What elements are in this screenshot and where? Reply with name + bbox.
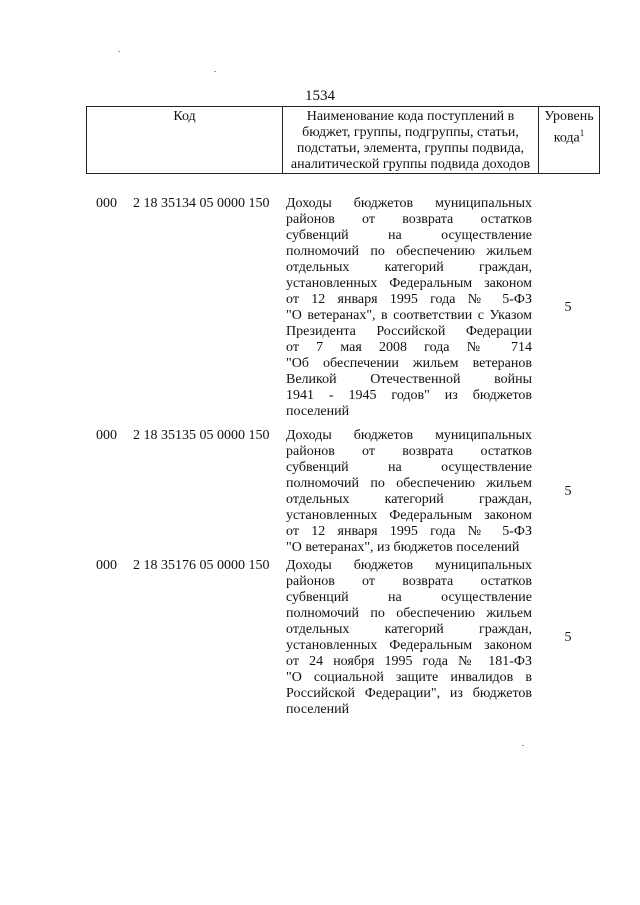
description-line: "О ветеранах", из бюджетов поселений — [286, 540, 520, 555]
description-line: субвенций на осуществление — [286, 590, 532, 605]
income-code: 2 18 35135 05 0000 150 — [133, 428, 270, 443]
description-line: отдельных категорий граждан, — [286, 622, 532, 637]
description-line: Доходы бюджетов муниципальных — [286, 428, 532, 443]
header-code: Код — [87, 107, 283, 173]
header-level — [539, 107, 599, 173]
income-description — [286, 558, 532, 718]
code-level: 5 — [564, 300, 572, 315]
description-line: от 12 января 1995 года № 5-ФЗ — [286, 524, 532, 539]
admin-code: 000 — [96, 428, 117, 443]
description-line: отдельных категорий граждан, — [286, 492, 532, 507]
header-level-line — [539, 125, 599, 147]
description-line: от 7 мая 2008 года № 714 — [286, 340, 532, 355]
header-level-line: Уровень — [544, 109, 594, 124]
income-description — [286, 196, 532, 420]
admin-code: 000 — [96, 558, 117, 573]
income-code: 2 18 35176 05 0000 150 — [133, 558, 270, 573]
description-line: "О социальной защите инвалидов в — [286, 670, 532, 685]
description-line: установленных Федеральным законом — [286, 508, 532, 523]
description-line: поселений — [286, 702, 350, 717]
page-number: 1534 — [305, 88, 335, 104]
description-line: поселений — [286, 404, 350, 419]
description-line: Президента Российской Федерации — [286, 324, 532, 339]
description-line: 1941 - 1945 годов" из бюджетов — [286, 388, 532, 403]
description-line: "О ветеранах", в соответствии с Указом — [286, 308, 532, 323]
description-line: установленных Федеральным законом — [286, 638, 532, 653]
header-name-line: Наименование кода поступлений в — [306, 109, 515, 124]
description-line: Великой Отечественной войны — [286, 372, 532, 387]
description-line: установленных Федеральным законом — [286, 276, 532, 291]
header-name-line: аналитической группы подвида доходов — [290, 157, 531, 172]
code-level: 5 — [564, 484, 572, 499]
header-name — [283, 107, 539, 173]
table-header — [86, 106, 600, 174]
description-line: субвенций на осуществление — [286, 460, 532, 475]
admin-code: 000 — [96, 196, 117, 211]
description-line: полномочий по обеспечению жильем — [286, 476, 532, 491]
header-level-word: кода — [553, 130, 580, 146]
description-line: от 12 января 1995 года № 5-ФЗ — [286, 292, 532, 307]
footnote-marker: 1 — [579, 128, 585, 138]
description-line: районов от возврата остатков — [286, 444, 532, 459]
income-code: 2 18 35134 05 0000 150 — [133, 196, 270, 211]
header-name-line: подстатьи, элемента, группы подвида, — [296, 141, 525, 156]
description-line: полномочий по обеспечению жильем — [286, 606, 532, 621]
description-line: субвенций на осуществление — [286, 228, 532, 243]
scan-speck — [214, 71, 216, 72]
scan-speck — [118, 51, 120, 52]
description-line: "Об обеспечении жильем ветеранов — [286, 356, 532, 371]
description-line: районов от возврата остатков — [286, 212, 532, 227]
description-line: Доходы бюджетов муниципальных — [286, 196, 532, 211]
scan-speck — [522, 745, 524, 746]
code-level: 5 — [564, 630, 572, 645]
description-line: отдельных категорий граждан, — [286, 260, 532, 275]
description-line: от 24 ноября 1995 года № 181-ФЗ — [286, 654, 532, 669]
description-line: Российской Федерации", из бюджетов — [286, 686, 532, 701]
description-line: районов от возврата остатков — [286, 574, 532, 589]
header-name-line: бюджет, группы, подгруппы, статьи, — [302, 125, 519, 140]
description-line: Доходы бюджетов муниципальных — [286, 558, 532, 573]
description-line: полномочий по обеспечению жильем — [286, 244, 532, 259]
income-description — [286, 428, 532, 556]
